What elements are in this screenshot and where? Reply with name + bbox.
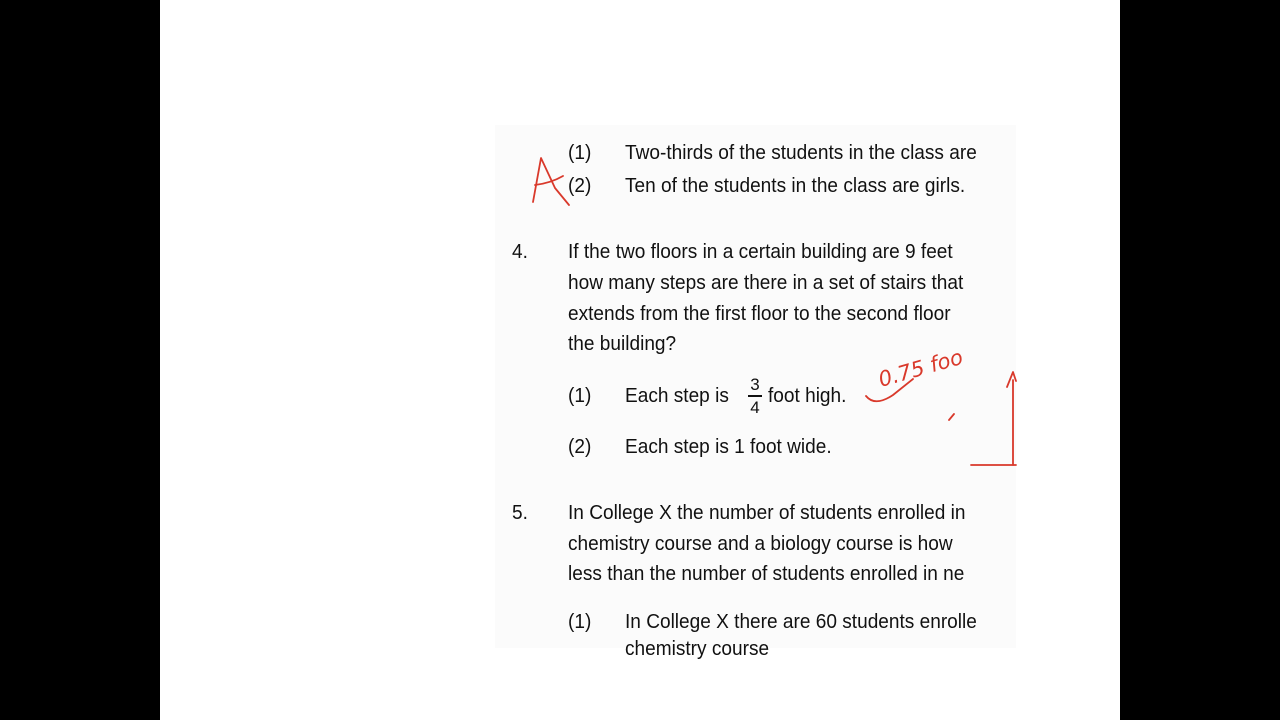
q4-line-1: If the two floors in a certain building are 9 feet: [568, 240, 953, 263]
q4-option1-suffix: foot high.: [768, 384, 847, 407]
video-frame: [160, 0, 1120, 720]
q4-line-3: extends from the first floor to the second floor: [568, 302, 951, 325]
q4-line-2: how many steps are there in a set of stairs that: [568, 271, 964, 294]
annotation-arrow: [866, 379, 913, 401]
q4-fraction-denominator: 4: [750, 398, 760, 417]
q4-fraction-numerator: 3: [750, 375, 760, 394]
q5-option1-line-1: In College X there are 60 students enrolle: [625, 610, 977, 633]
q5-line-3: less than the number of students enrolled in ne: [568, 562, 965, 585]
q4-number: 4.: [512, 240, 528, 263]
q3-option2-text: Ten of the students in the class are girls.: [625, 174, 966, 197]
q5-line-2: chemistry course and a biology course is how: [568, 532, 953, 555]
q4-fraction-bar: [748, 395, 762, 397]
document-page: [495, 125, 1016, 660]
q5-line-1: In College X the number of students enrolled in: [568, 501, 966, 524]
q5-option1-number: (1): [568, 610, 592, 633]
q4-option2-number: (2): [568, 435, 592, 458]
q4-option2-text: Each step is 1 foot wide.: [625, 435, 832, 458]
q3-option1-text: Two-thirds of the students in the class are: [625, 141, 977, 164]
q5-number: 5.: [512, 501, 528, 524]
answer-mark-A: [533, 158, 569, 205]
q3-option2-number: (2): [568, 174, 592, 197]
q4-option1-number: (1): [568, 384, 592, 407]
q3-option1-number: (1): [568, 141, 592, 164]
q4-option1-prefix: Each step is: [625, 384, 729, 407]
q4-line-4: the building?: [568, 332, 677, 355]
annotation-tick: [949, 414, 954, 420]
q5-option1-line-2: chemistry course: [625, 637, 770, 660]
annotation-note: 0.75 foo: [875, 344, 966, 392]
annotation-vertical-line: [1007, 372, 1016, 465]
